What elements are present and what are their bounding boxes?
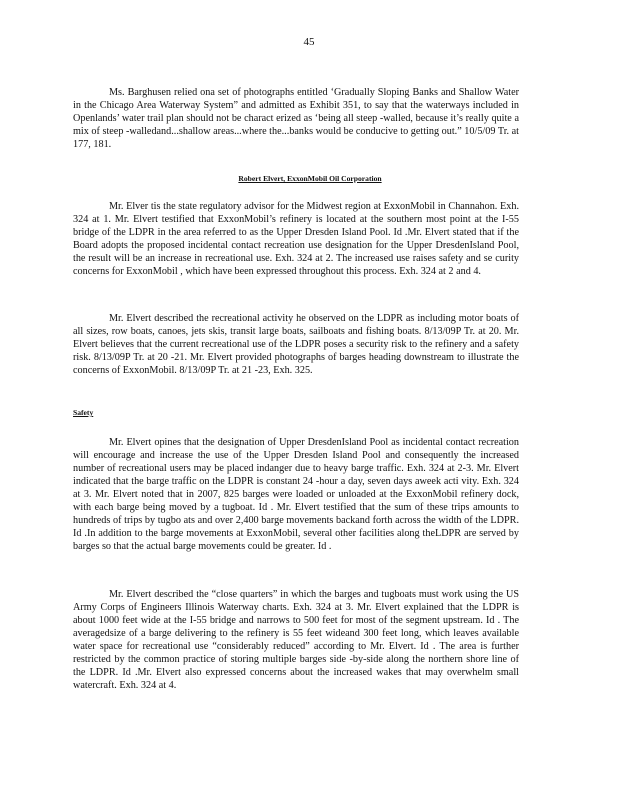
page-number: 45 (303, 36, 315, 48)
section-heading-safety: Safety (73, 408, 94, 417)
paragraph-barghusen: Ms. Barghusen relied ona set of photographs entitled ‘Gradually Sloping Banks and Shallow Water in the Chicago Area Waterway System” and admitted as Exhibit 351, to say that the waterways included in Openlands’ water trail plan should not be charact erized as ‘being all steep -walled, because it’s really quite a mix of steep -walledand...shallow areas...where the...banks would be conducive to getting out.” 10/5/09 Tr. at 177, 181. (73, 87, 519, 150)
paragraph-elvert-activity: Mr. Elvert described the recreational activity he observed on the LDPR as including motor boats of all sizes, row boats, canoes, jets skis, transit large boats, sailboats and fishing boats. 8/13/09P Tr. at 20. Mr. Elvert believes that the current recreational use of the LDPR poses a security risk to the refinery and a safety risk. 8/13/09P Tr. at 20 -21. Mr. Elvert provided photographs of barges heading downstream to illustrate the concerns of ExxonMobil. 8/13/09P Tr. at 21 -23, Exh. 325. (73, 313, 519, 376)
paragraph-safety-barge-traffic: Mr. Elvert opines that the designation of Upper DresdenIsland Pool as incidental contact recreation will encourage and increase the use of the Upper Dresden Island Pool and consequently the increased number of recreational users may be placed indanger due to heavy barge traffic. Exh. 324 at 2-3. Mr. Elvert indicated that the barge traffic on the LDPR is constant 24 -hour a day, seven days aweek acti vity. Exh. 324 at 3. Mr. Elvert noted that in 2007, 825 barges were loaded or unloaded at the ExxonMobil refinery dock, with each barge being moved by a tugboat. Id . Mr. Elvert testified that the sum of these trips amounts to hundreds of trips by tugbo ats and over 2,400 barge movements backand forth across the width of the LDPR. Id .In addition to the barge movements at ExxonMobil, several other facilities along theLDPR are served by barges so that the actual barge movements could be greater. Id . (73, 437, 519, 552)
paragraph-elvert-intro: Mr. Elver tis the state regulatory advisor for the Midwest region at ExxonMobil in Channahon. Exh. 324 at 1. Mr. Elvert testified that ExxonMobil’s refinery is located at the southern most point at the I-55 bridge of the LDPR in the area referred to as the Upper Dresden Island Pool. Id .Mr. Elvert stated that if the Board adopts the proposed incidental contact recreation use designation for the Upper DresdenIsland Pool, the result will be an increase in recreational use. Exh. 324 at 2. The increased use raises safety and se curity concerns for ExxonMobil , which have been expressed throughout this process. Exh. 324 at 2 and 4. (73, 201, 519, 277)
paragraph-close-quarters: Mr. Elvert described the “close quarters” in which the barges and tugboats must work using the US Army Corps of Engineers Illinois Waterway charts. Exh. 324 at 3. Mr. Elvert explained that the LDPR is about 1000 feet wide at the I-55 bridge and narrows to 500 feet for most of the segment upstream. Id . The averagedsize of a barge delivering to the refinery is 55 feet wideand 300 feet long, which leaves available water space for recreational use “considerably reduced” according to Mr. Elvert. Id . The area is further restricted by the common practice of storing multiple barges side -by-side along the northern shore line of the LDPR. Id .Mr. Elvert also expressed concerns about the increased wakes that may overwhelm small watercraft. Exh. 324 at 4. (73, 589, 519, 691)
section-heading-elvert: Robert Elvert, ExxonMobil Oil Corporation (238, 174, 382, 183)
